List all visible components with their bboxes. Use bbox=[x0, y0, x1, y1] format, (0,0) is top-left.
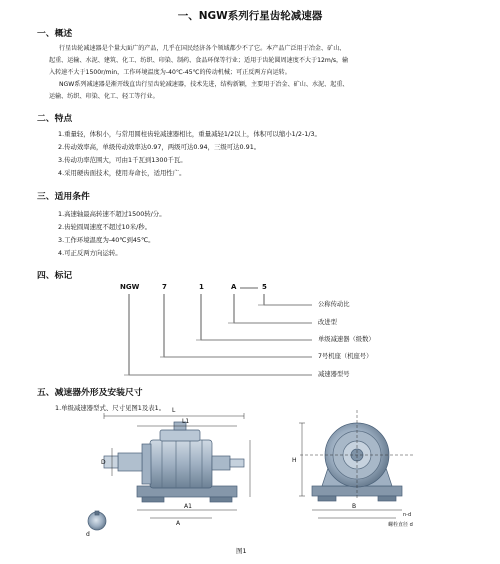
overview-line: 起重、运输、水泥、建筑、化工、纺织、印染、制药、食品环保等行业；适用于齿轮圆周速度不大于12m/s，输 bbox=[49, 57, 349, 64]
dim-L: L bbox=[172, 407, 176, 414]
section-heading-conditions: 三、适用条件 bbox=[37, 192, 90, 202]
feature-item: 4.采用硬齿面技术，使用寿命长，适用性广。 bbox=[58, 169, 186, 177]
code-variant: A bbox=[231, 283, 237, 291]
section-heading-dimensions: 五、减速器外形及安装尺寸 bbox=[37, 388, 143, 398]
condition-item: 3.工作环境温度为-40℃到45℃。 bbox=[58, 236, 155, 244]
dim-bolt: 螺栓直径 d bbox=[388, 522, 413, 528]
marking-label-model: 减速器型号 bbox=[318, 371, 350, 378]
dim-H: H bbox=[292, 457, 297, 464]
dim-A1: A1 bbox=[184, 503, 192, 510]
marking-label-stage: 单级减速器（级数） bbox=[318, 336, 375, 343]
code-frame: 7 bbox=[162, 283, 167, 291]
dimensions-note: 1.单级减速器型式、尺寸见图1及表1。 bbox=[55, 404, 166, 412]
dim-L1: L1 bbox=[182, 418, 190, 425]
dim-B: B bbox=[352, 503, 357, 510]
feature-item: 1.重量轻，体积小，与常用圆柱齿轮减速器相比，重量减轻1/2以上，体积可以缩小1/2-1/3。 bbox=[58, 130, 321, 138]
dim-D: D bbox=[101, 459, 106, 466]
condition-item: 4.可正反两方向运转。 bbox=[58, 249, 122, 257]
code-ratio: 5 bbox=[262, 283, 267, 291]
code-model: NGW bbox=[120, 283, 140, 291]
section-heading-marking: 四、标记 bbox=[37, 271, 73, 281]
overview-line: 入转速不大于1500r/min，工作环境温度为-40℃-45℃的传动机械；可正反两方向运转。 bbox=[49, 69, 291, 76]
figure-caption: 图1 bbox=[236, 547, 247, 555]
feature-item: 2.传动效率高，单级传动效率达0.97，两级可达0.94，三级可达0.91。 bbox=[58, 143, 261, 151]
condition-item: 1.高速轴最高转速不超过1500转/分。 bbox=[58, 210, 166, 218]
code-stage: 1 bbox=[199, 283, 204, 291]
overview-line: 运输、纺织、印染、化工、轻工等行业。 bbox=[49, 93, 159, 100]
dim-d: d bbox=[86, 531, 90, 538]
side-view bbox=[104, 422, 244, 502]
marking-label-frame: 7号机座（机座号） bbox=[318, 353, 373, 360]
feature-item: 3.传动功率范围大，可由1千瓦到1300千瓦。 bbox=[58, 156, 187, 164]
page-title: 一、NGW系列行星齿轮减速器 bbox=[177, 10, 323, 22]
marking-label-variant: 改进型 bbox=[318, 319, 337, 326]
overview-line: NGW系列减速器是渐开线直齿行星齿轮减速器，技术先进，结构新颖，主要用于冶金、矿山、水泥、起重、 bbox=[59, 81, 349, 88]
shaft-section bbox=[88, 511, 106, 530]
overview-line: 行星齿轮减速器是个量大面广的产品，几乎在国民经济各个领域都少不了它。本产品广泛用于冶金、矿山、 bbox=[59, 45, 346, 52]
marking-label-ratio: 公称传动比 bbox=[318, 301, 350, 308]
dim-n: n-d bbox=[403, 512, 412, 518]
condition-item: 2.齿轮圆周速度不超过10米/秒。 bbox=[58, 223, 152, 231]
section-heading-overview: 一、概述 bbox=[37, 29, 73, 39]
dim-A: A bbox=[176, 520, 181, 527]
section-heading-features: 二、特点 bbox=[37, 114, 73, 124]
